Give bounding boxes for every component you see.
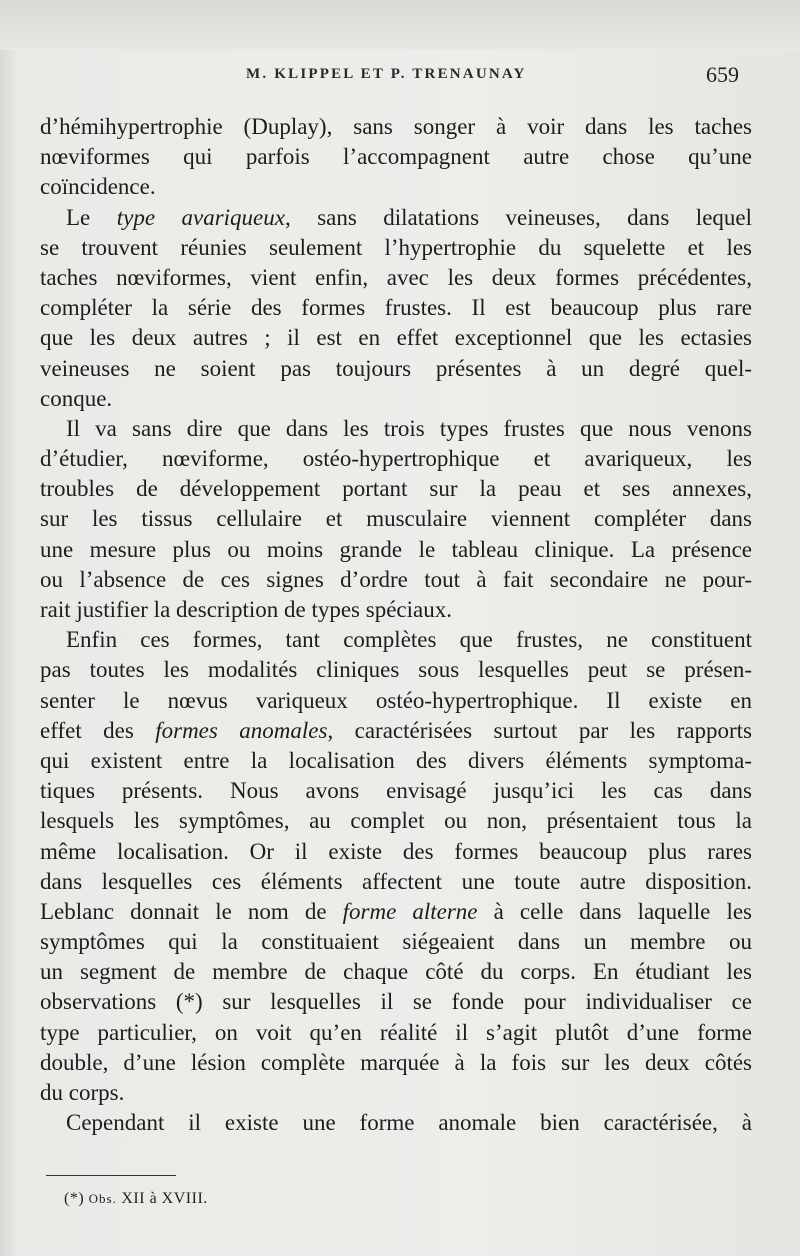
footnote-abbr: Obs. — [88, 1191, 117, 1206]
text-line: Leblanc donnait le nom de forme alterne à celle dans laquelle les — [40, 898, 752, 924]
footnote-marker: (*) — [64, 1190, 85, 1207]
italic-term: formes anomales — [155, 717, 328, 743]
text-line: nœviformes qui parfois l’accompagnent autre chose qu’une — [40, 144, 752, 170]
text-line: troubles de développement portant sur la peau et ses annexes, — [40, 476, 752, 502]
text-line: Cependant il existe une forme anomale bien caractérisée, à — [66, 1110, 752, 1136]
italic-term: forme alterne — [342, 898, 478, 924]
text-line: veineuses ne soient pas toujours présentes à un degré quel- — [40, 355, 752, 381]
footnote-rule — [46, 1175, 176, 1176]
text-line: un segment de membre de chaque côté du corps. En étudiant les — [40, 959, 752, 985]
text-line: que les deux autres ; il est en effet exceptionnel que les ectasies — [40, 325, 752, 351]
text-line: du corps. — [40, 1080, 125, 1105]
text-line: effet des formes anomales, caractérisées surtout par les rapports — [40, 717, 752, 743]
text-line: coïncidence. — [40, 174, 156, 200]
text-line: senter le nœvus variqueux ostéo-hypertrophique. Il existe en — [40, 687, 752, 713]
text-line: d’étudier, nœviforme, ostéo-hypertrophique et avariqueux, les — [40, 446, 752, 472]
text-line: compléter la série des formes frustes. Il est beaucoup plus rare — [40, 295, 752, 321]
text-line: lesquels les symptômes, au complet ou non, présentaient tous la — [40, 808, 752, 834]
footnote — [64, 1190, 208, 1208]
text-line: observations (*) sur lesquelles il se fonde pour individualiser ce — [40, 989, 752, 1015]
footnote-text: XII à XVIII. — [121, 1190, 208, 1207]
text-line: double, d’une lésion complète marquée à la fois sur les deux côtés — [40, 1049, 752, 1075]
text-line: tiques présents. Nous avons envisagé jusqu’ici les cas dans — [40, 778, 752, 804]
text-line: symptômes qui la constituaient siégeaient dans un membre ou — [40, 929, 752, 955]
text-line: ou l’absence de ces signes d’ordre tout à fait secondaire ne pour- — [40, 566, 752, 592]
body-text — [40, 112, 752, 1138]
text-line: taches nœviformes, vient enfin, avec les deux formes précédentes, — [40, 264, 752, 290]
text-line: pas toutes les modalités cliniques sous lesquelles peut se présen- — [40, 657, 752, 683]
page-number: 659 — [706, 62, 739, 87]
text-line: dans lesquelles ces éléments affectent une toute autre disposition. — [40, 868, 752, 894]
italic-term: type avariqueux — [116, 204, 285, 230]
text-line: se trouvent réunies seulement l’hypertrophie du squelette et les — [40, 234, 752, 260]
text-line: Le type avariqueux, sans dilatations veineuses, dans lequel — [66, 204, 753, 230]
text-line: Il va sans dire que dans les trois types frustes que nous venons — [66, 415, 752, 441]
text-line: rait justifier la description de types spéciaux. — [40, 597, 452, 622]
text-line: d’hémihypertrophie (Duplay), sans songer à voir dans les taches — [40, 114, 752, 139]
text-line: conque. — [40, 385, 113, 411]
text-line: une mesure plus ou moins grande le tableau clinique. La présence — [40, 536, 752, 562]
text-line: type particulier, on voit qu’en réalité il s’agit plutôt d’une forme — [40, 1019, 752, 1045]
text-line: Enfin ces formes, tant complètes que frustes, ne constituent — [66, 627, 752, 653]
text-line: sur les tissus cellulaire et musculaire viennent compléter dans — [40, 506, 752, 532]
running-head: M. KLIPPEL ET P. TRENAUNAY — [246, 66, 527, 82]
text-line: qui existent entre la localisation des divers éléments symptoma- — [40, 747, 752, 773]
text-line: même localisation. Or il existe des formes beaucoup plus rares — [40, 838, 752, 864]
page-top-edge — [0, 0, 800, 50]
